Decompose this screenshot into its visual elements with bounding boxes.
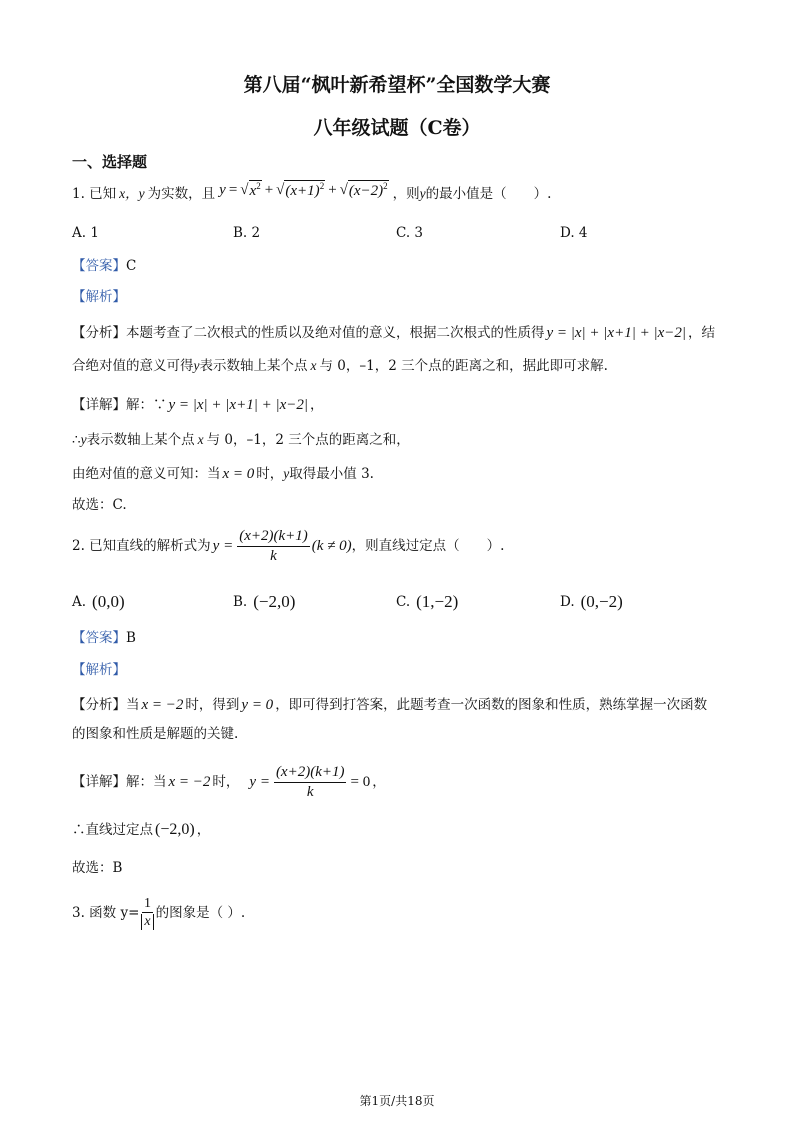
q1-radicand-1 [249, 180, 262, 200]
exam-subtitle: 八年级试题（C卷） [313, 117, 481, 139]
q2-option-a-letter: A. [72, 594, 87, 610]
q2-option-d-value: (0,−2) [580, 592, 623, 611]
q1-fenxi-text-1: 本题考查了二次根式的性质以及绝对值的意义，根据二次根式的性质得 [126, 324, 545, 341]
q2-answer-value: B [126, 630, 136, 646]
q2-formula-num: (x+2)(k+1) [237, 528, 310, 547]
q2-fenxi-line2: 的图象和性质是解题的关键. [72, 726, 239, 742]
q2-formula-cond: (k ≠ 0) [311, 538, 352, 554]
q2-detail-num: (x+2)(k+1) [274, 764, 347, 783]
q1-conclude-a: 由绝对值的意义可知：当 [72, 465, 221, 482]
q1-radicand-2-text: (x+1) [285, 183, 320, 200]
q1-stem [72, 181, 552, 202]
exam-title: 第八届“枫叶新希望杯”全国数学大赛 [243, 74, 551, 96]
q1-stem-tail: ，则 [392, 186, 420, 202]
q3-den: x [141, 914, 153, 929]
q1-option-b[interactable]: B. 2 [233, 225, 261, 241]
q3-stem [72, 896, 245, 930]
q2-fenxi-y: y = 0 [241, 697, 274, 713]
q2-option-a[interactable] [72, 592, 125, 612]
q2-detail-a: 解：当 [126, 773, 167, 790]
q1-option-d[interactable]: D. 4 [560, 225, 588, 241]
q1-radicand-2 [284, 180, 325, 200]
q2-answer [72, 630, 136, 646]
q1-therefore-b: 表示数轴上某个点 [86, 432, 195, 448]
q1-therefore-c: 与 0，–1，2 三个点的距离之和， [206, 432, 410, 448]
q1-fenxi-formula: y = |x| + |x+1| + |x−2| [546, 325, 686, 341]
q2-fenxi-x: x = −2 [141, 697, 184, 713]
sqrt-sign-2: √ [276, 182, 285, 199]
q1-formula-eq: = [228, 182, 238, 199]
q1-answer-label: 【答案】 [72, 258, 126, 274]
q1-fenxi-line2 [72, 358, 608, 374]
q2-fenxi-a: 当 [126, 696, 140, 713]
q3-fraction [141, 896, 153, 930]
page-number: 第1页/共18页 [359, 1094, 435, 1108]
q1-stem-end: 的最小值是（ ）. [425, 186, 552, 202]
q2-option-c[interactable] [396, 592, 458, 612]
q1-exp-2: 2 [319, 181, 325, 192]
q2-formula-den: k [270, 547, 277, 564]
q1-conclude-c: 取得最小值 3. [289, 465, 374, 482]
q2-option-d[interactable] [560, 592, 623, 612]
q2-therefore [72, 820, 210, 839]
q2-detail-rhs: = 0 [350, 774, 371, 790]
q1-detail-label: 【详解】 [72, 396, 126, 413]
q3-stem-pre: 3. 函数 y= [72, 904, 140, 921]
q2-analysis-label: 【解析】 [72, 662, 126, 678]
q1-analysis-label: 【解析】 [72, 289, 126, 305]
q2-detail-den: k [306, 783, 314, 800]
q2-fenxi-label: 【分析】 [72, 696, 126, 713]
q2-detail-x: x = −2 [168, 774, 211, 790]
q1-therefore [72, 432, 410, 448]
q2-detail-end: ， [372, 773, 386, 790]
q2-formula-lhs: y = [212, 538, 234, 554]
q2-option-b-letter: B. [233, 594, 248, 610]
q1-answer [72, 258, 136, 274]
q1-radicand-3-text: (x−2) [348, 183, 384, 200]
q1-radicand-3 [348, 180, 389, 200]
q1-fenxi-line2-b: 表示数轴上某个点 [199, 358, 308, 374]
q1-exp-3: 2 [383, 181, 388, 192]
q2-detail-label: 【详解】 [72, 773, 126, 790]
q1-stem-pre: 1. 已知 [72, 186, 117, 202]
q2-detail [72, 764, 386, 800]
q2-fenxi-c: ，即可得到打答案，此题考查一次函数的图象和性质，熟练掌握一次函数 [275, 696, 708, 713]
q2-option-c-letter: C. [396, 594, 411, 610]
q1-plus-2: + [328, 182, 337, 199]
q1-therefore-y: y [80, 432, 87, 447]
q2-formula-fraction [237, 528, 310, 564]
q2-detail-lhs: y = [249, 774, 270, 790]
sqrt-sign-1: √ [240, 182, 249, 199]
q2-answer-label: 【答案】 [72, 630, 126, 646]
q1-fenxi [72, 324, 715, 342]
q2-option-d-letter: D. [560, 594, 575, 610]
q3-num: 1 [142, 896, 153, 913]
q1-option-a[interactable]: A. 1 [72, 225, 99, 241]
q1-stem-y: y [419, 186, 426, 201]
q1-fenxi-line2-c: 与 0，–1，2 三个点的距离之和，据此即可求解. [319, 358, 608, 374]
q1-conclude [72, 465, 374, 483]
q1-option-c[interactable]: C. 3 [396, 225, 424, 241]
q2-fenxi-b: 时，得到 [185, 696, 240, 713]
q2-detail-fraction [274, 764, 347, 800]
q1-formula-y: y [219, 182, 226, 199]
q1-conclude-y: y [283, 465, 290, 481]
q1-detail [72, 396, 323, 414]
q1-formula [219, 180, 389, 200]
q1-fenxi-label: 【分析】 [72, 324, 126, 341]
q1-stem-mid: 为实数，且 [147, 186, 216, 202]
q1-stem-vars: x，y [119, 186, 145, 201]
q1-radicand-1-text: x [249, 183, 257, 200]
q1-conclude-b: 时， [256, 465, 284, 482]
q1-detail-text: 解：∵ [126, 396, 167, 413]
q2-detail-b: 时， [212, 773, 240, 790]
q2-therefore-point: (−2,0) [155, 821, 195, 838]
q1-fenxi-text-2: ，结 [687, 324, 715, 341]
q1-conclude-formula: x = 0 [222, 466, 255, 482]
sqrt-sign-3: √ [339, 182, 348, 199]
q1-answer-value: C [126, 258, 137, 274]
q2-stem-end: ，则直线过定点（ ）. [351, 537, 505, 554]
q2-option-a-value: (0,0) [92, 592, 125, 611]
q2-stem [72, 528, 504, 564]
q1-therefore-a: ∴ [72, 432, 81, 448]
q2-choose: 故选：B [72, 860, 123, 876]
q1-therefore-x: x [197, 432, 204, 447]
q1-fenxi-line2-a: 合绝对值的意义可得 [72, 358, 194, 374]
q1-fenxi-line2-y: y [193, 358, 200, 373]
q2-option-b[interactable] [233, 592, 295, 612]
q2-therefore-a: ∴直线过定点 [72, 821, 153, 838]
q1-plus-1: + [264, 182, 274, 199]
q2-option-c-value: (1,−2) [416, 592, 459, 611]
q1-fenxi-line2-x: x [310, 358, 317, 373]
q1-choose: 故选：C. [72, 497, 127, 513]
q1-exp-1: 2 [256, 181, 261, 192]
q3-stem-end: 的图象是（ ）. [155, 904, 246, 921]
section-heading: 一、选择题 [72, 153, 148, 171]
q1-detail-end: ， [309, 396, 324, 413]
q2-option-b-value: (−2,0) [253, 592, 296, 611]
q1-detail-formula: y = |x| + |x+1| + |x−2| [168, 397, 308, 413]
q2-stem-pre: 2. 已知直线的解析式为 [72, 537, 211, 554]
q2-therefore-end: ， [196, 821, 211, 838]
q2-fenxi [72, 696, 707, 714]
